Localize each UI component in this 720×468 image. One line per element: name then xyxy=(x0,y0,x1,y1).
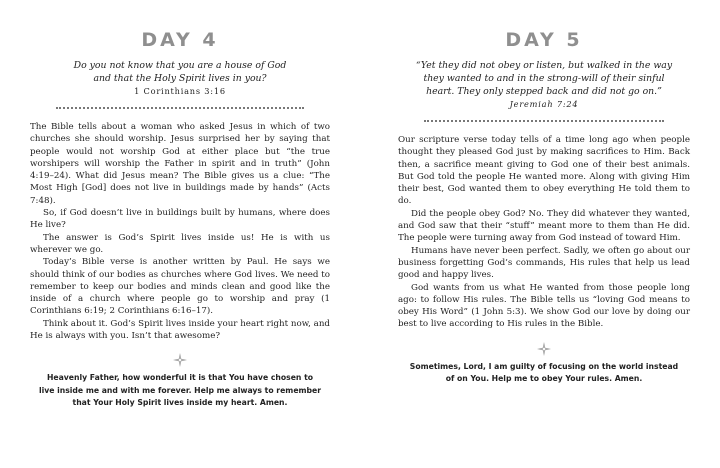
body-paragraph: The answer is God’s Spirit lives inside us! He is with us wherever we go. xyxy=(30,232,330,255)
body-paragraph: God wants from us what He wanted from those people long ago: to follow His rules. The Bible tells us “loving God means to obey His Word” (1 John 5:3). We show God our love by doing our best to live according to His rules in the Bible. xyxy=(398,282,690,330)
verse-line: they wanted to and in the strong-will of their sinful xyxy=(423,73,665,84)
body-paragraph: So, if God doesn’t live in buildings built by humans, where does He live? xyxy=(30,208,330,231)
verse-line: and that the Holy Spirit lives in you? xyxy=(93,73,267,84)
body-paragraph: The Bible tells about a woman who asked Jesus in which of two churches she should worship. Jesus surprised her by saying that people would not worship God at either place but “the true worshipers will worship the Father in spirit and in truth” (John 4:19–24). What did Jesus mean? The Bible gives us a clue: “The Most High [God] does not live in buildings made by hands” (Acts 7:48). xyxy=(30,122,330,206)
verse-reference: Jeremiah 7:24 xyxy=(509,99,579,109)
day-title: DAY 4 xyxy=(141,29,219,51)
compass-star-ornament-icon xyxy=(30,352,330,366)
devotional-body xyxy=(398,134,690,331)
verse-quote xyxy=(30,59,330,85)
body-paragraph: Our scripture verse today tells of a time long ago when people thought they pleased God just by making sacrifices to Him. Back then, a sacrifice meant giving to God one of their best animals. But God told the people He wanted more. Along with giving Him their best, God wanted them to obey everything He told them to do. xyxy=(398,135,690,207)
compass-star-ornament-icon xyxy=(398,341,690,355)
prayer-text: Sometimes, Lord, I am guilty of focusing on the world instead of on You. Help me to obey Your rules. Amen. xyxy=(409,361,679,384)
body-paragraph: Think about it. God’s Spirit lives inside your heart right now, and He is always with you. Isn’t that awesome? xyxy=(30,318,330,342)
dotted-divider xyxy=(424,120,664,122)
right-page xyxy=(360,0,720,468)
dotted-divider xyxy=(56,107,304,109)
body-paragraph: Humans have never been perfect. Sadly, we often go about our business forgetting God’s commands, His rules that help us lead good and happy lives. xyxy=(398,245,690,281)
prayer-text: Heavenly Father, how wonderful it is that You have chosen to live inside me and with me forever. Help me always to remember that Your Holy Spirit lives inside my heart. Amen. xyxy=(38,373,322,408)
verse-quote xyxy=(398,59,690,98)
body-paragraph: Today’s Bible verse is another written by Paul. He says we should think of our bodies as churches where God lives. We need to remember to keep our bodies and minds clean and good like the inside of a church where people go to worship and pray (1 Corinthians 6:19; 2 Corinthians 6:16–17). xyxy=(30,257,330,317)
verse-line: “Yet they did not obey or listen, but walked in the way xyxy=(415,60,673,71)
day-title: DAY 5 xyxy=(505,29,583,51)
verse-line: Do you not know that you are a house of God xyxy=(73,60,287,71)
verse-line: heart. They only stepped back and did not go on.” xyxy=(426,86,662,97)
verse-reference: 1 Corinthians 3:16 xyxy=(134,86,226,96)
body-paragraph: Did the people obey God? No. They did whatever they wanted, and God saw that their “stuff” meant more to them than He did. The people were turning away from God instead of toward Him. xyxy=(398,208,690,244)
devotional-body xyxy=(30,121,330,342)
